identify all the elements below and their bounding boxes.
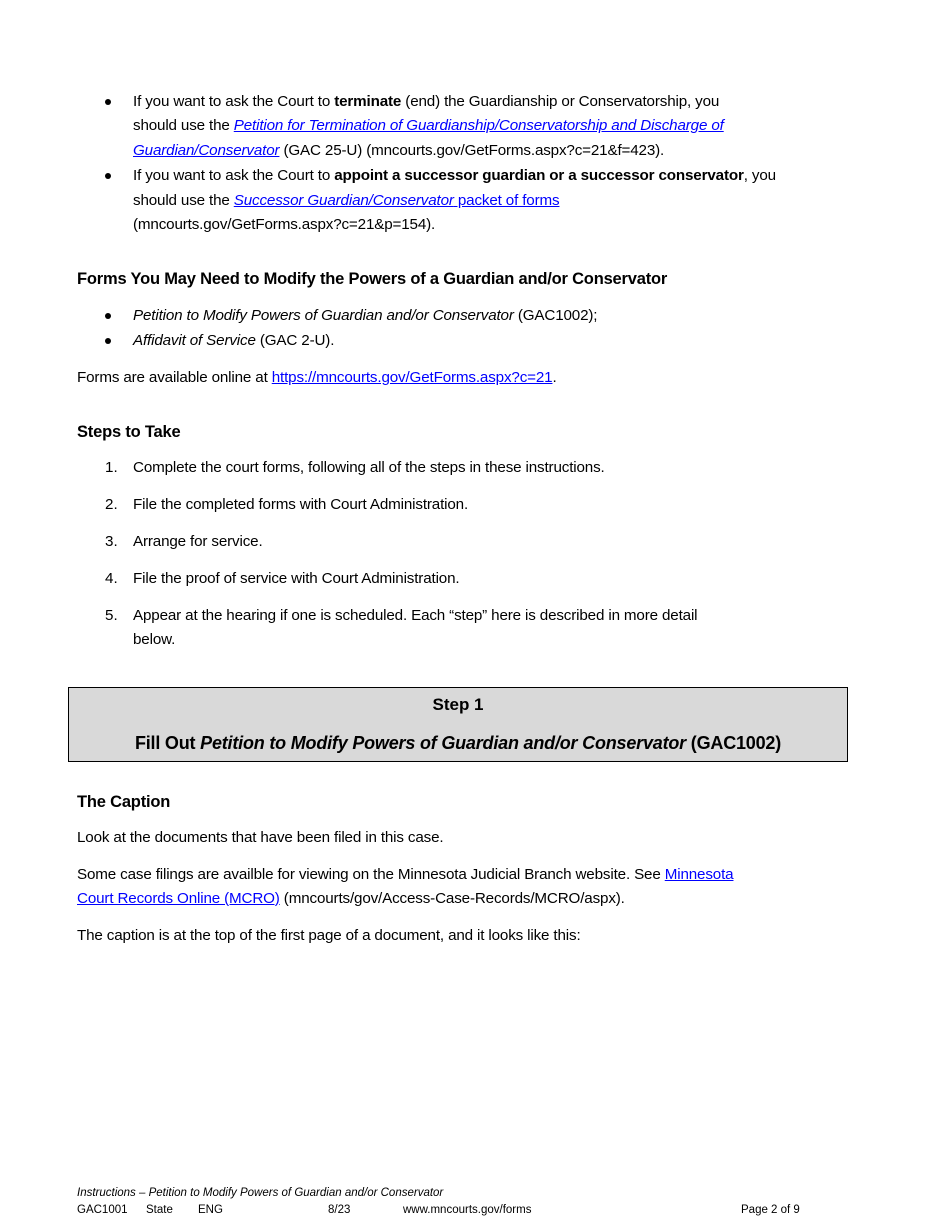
step-1-banner (68, 687, 848, 762)
step-text: Complete the court forms, following all of the steps in these instructions. (133, 459, 605, 476)
form-item-petition: Petition to Modify Powers of Guardian and/or Conservator (GAC1002); (133, 307, 598, 324)
step-number: 2. (105, 496, 118, 513)
termination-petition-link[interactable]: Petition for Termination of Guardianship/Conservatorship and Discharge of (233, 117, 724, 134)
caption-para-3: The caption is at the top of the first page of a document, and it looks like this: (77, 927, 581, 944)
step-text: File the proof of service with Court Administration. (133, 570, 460, 587)
successor-emphasis: appoint a successor guardian or a successor conservator (334, 167, 744, 184)
termination-petition-link-cont[interactable]: Guardian/Conservator (133, 142, 280, 159)
bullet-2-line-3: (mncourts.gov/GetForms.aspx?c=21&p=154). (133, 216, 436, 233)
bullet-icon (105, 313, 111, 319)
footer-date: 8/23 (328, 1204, 351, 1216)
step-number: 4. (105, 570, 118, 587)
mcro-link[interactable]: Minnesota (664, 866, 734, 883)
footer-form-id: GAC1001 (77, 1204, 128, 1216)
step-1-subtitle: Fill Out Petition to Modify Powers of Guardian and/or Conservator (GAC1002) (134, 733, 782, 753)
bullet-1-line-2: should use the Petition for Termination of Guardianship/Conservatorship and Discharge of (133, 117, 724, 134)
caption-para-1: Look at the documents that have been filed in this case. (77, 829, 444, 846)
step-number: 3. (105, 533, 118, 550)
mcro-link-cont[interactable]: Court Records Online (MCRO) (77, 890, 280, 907)
footer-page-number: Page 2 of 9 (741, 1204, 800, 1216)
step-number: 1. (105, 459, 118, 476)
steps-heading: Steps to Take (77, 423, 181, 441)
successor-packet-link[interactable]: Successor Guardian/Conservator packet of forms (233, 192, 560, 209)
caption-para-2-line-2: Court Records Online (MCRO) (mncourts/gov/Access-Case-Records/MCRO/aspx). (77, 890, 625, 907)
step-text: Appear at the hearing if one is scheduled. Each “step” here is described in more detail (133, 607, 698, 624)
caption-heading: The Caption (77, 793, 171, 811)
step-1-title: Step 1 (432, 695, 484, 714)
step-text: File the completed forms with Court Administration. (133, 496, 469, 513)
bullet-icon (105, 173, 111, 179)
bullet-1-line-1: If you want to ask the Court to terminate (end) the Guardianship or Conservatorship, you (133, 93, 720, 110)
bullet-2-line-1: If you want to ask the Court to appoint a successor guardian or a successor conservator, you (133, 167, 776, 184)
forms-online-link[interactable]: https://mncourts.gov/GetForms.aspx?c=21 (271, 369, 553, 386)
step-text: Arrange for service. (133, 533, 263, 550)
terminate-emphasis: terminate (334, 93, 402, 110)
caption-para-2-line-1: Some case filings are availble for viewing on the Minnesota Judicial Branch website. See Minnesota (77, 866, 734, 883)
footer-language: ENG (198, 1204, 223, 1216)
form-item-affidavit: Affidavit of Service (GAC 2-U). (133, 332, 335, 349)
forms-online-text: Forms are available online at https://mncourts.gov/GetForms.aspx?c=21. (77, 369, 557, 386)
forms-heading: Forms You May Need to Modify the Powers of a Guardian and/or Conservator (77, 270, 668, 288)
footer-jurisdiction: State (146, 1204, 173, 1216)
step-text-cont: below. (133, 631, 176, 648)
footer-website: www.mncourts.gov/forms (403, 1204, 532, 1216)
bullet-icon (105, 338, 111, 344)
bullet-icon (105, 99, 111, 105)
bullet-2-line-2: should use the Successor Guardian/Conservator packet of forms (133, 192, 560, 209)
step-number: 5. (105, 607, 118, 624)
bullet-1-line-3: Guardian/Conservator (GAC 25-U) (mncourts.gov/GetForms.aspx?c=21&f=423). (133, 142, 665, 159)
footer-title: Instructions – Petition to Modify Powers of Guardian and/or Conservator (77, 1187, 444, 1199)
